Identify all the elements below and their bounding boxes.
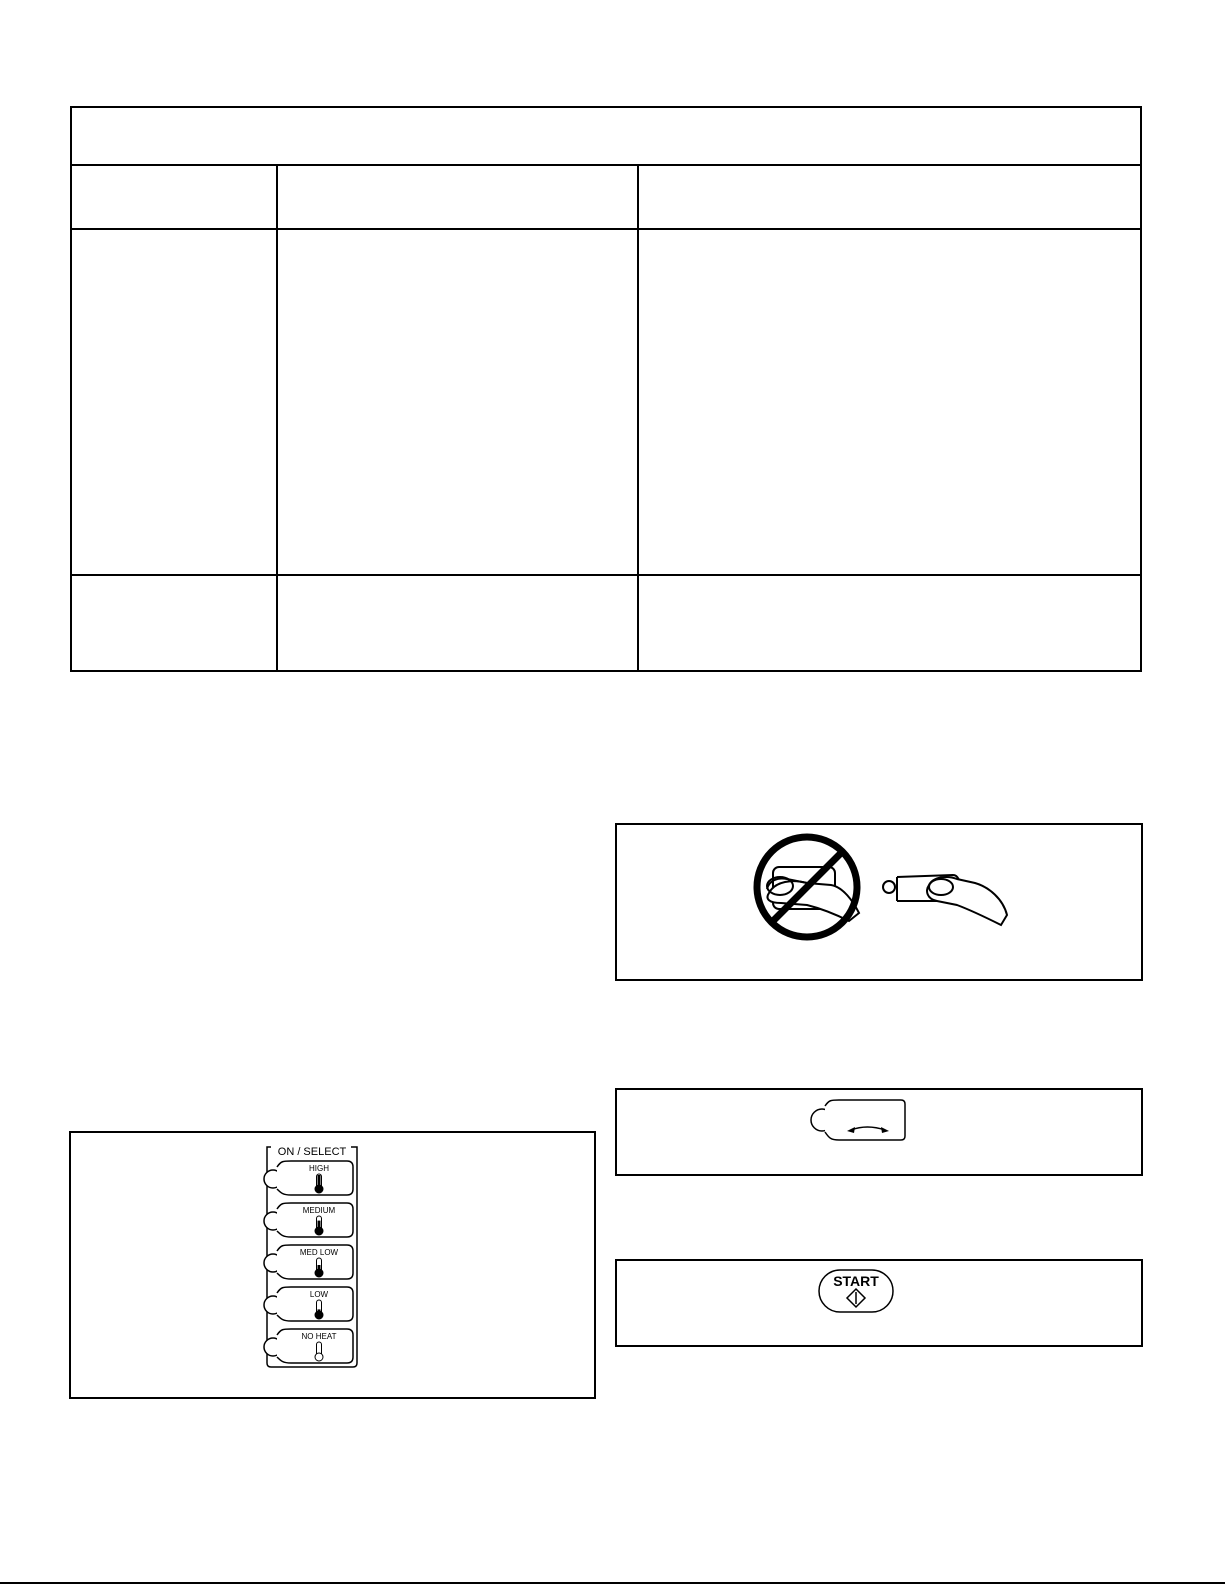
thermometer-empty-icon <box>315 1342 323 1361</box>
thermometer-high-icon <box>315 1174 323 1193</box>
table-cell <box>278 576 637 670</box>
temperature-option-graphic <box>261 1199 361 1239</box>
temperature-option-graphic <box>261 1325 361 1365</box>
touch-instruction-figure <box>615 823 1143 981</box>
page-bottom-rule <box>0 1582 1225 1584</box>
start-label: START <box>833 1273 879 1289</box>
temperature-option-button[interactable] <box>261 1199 361 1239</box>
thermometer-low-icon <box>315 1300 323 1319</box>
temperature-option-label: HIGH <box>309 1164 329 1173</box>
no-symbol-icon <box>757 837 859 937</box>
finger-press-icon <box>883 875 1007 925</box>
table-cell <box>72 230 276 574</box>
start-button-figure <box>615 1259 1143 1347</box>
cycle-table <box>70 106 1142 672</box>
temperature-options <box>261 1157 361 1367</box>
table-header-cell <box>278 166 637 228</box>
table-header-cell <box>639 166 1140 228</box>
temperature-option-button[interactable] <box>261 1241 361 1281</box>
table-title-cell <box>72 108 1140 164</box>
temperature-panel <box>261 1141 361 1369</box>
temperature-option-graphic <box>261 1241 361 1281</box>
temperature-option-graphic <box>261 1283 361 1323</box>
adjust-button[interactable] <box>825 1100 905 1140</box>
temperature-option-label: MEDIUM <box>302 1206 336 1215</box>
temperature-option-label: LOW <box>309 1290 329 1299</box>
temperature-option-graphic <box>261 1157 361 1197</box>
temperature-option-button[interactable] <box>261 1325 361 1365</box>
panel-header-label: ON / SELECT <box>277 1146 347 1158</box>
adjust-button-figure <box>615 1088 1143 1176</box>
temperature-panel-figure <box>69 1131 596 1399</box>
temperature-option-label: NO HEAT <box>301 1332 337 1341</box>
table-header-cell <box>72 166 276 228</box>
temperature-option-button[interactable] <box>261 1283 361 1323</box>
touch-instruction-illustration <box>617 825 1141 979</box>
temperature-option-button[interactable] <box>261 1157 361 1197</box>
temperature-option-label: MED LOW <box>299 1248 339 1257</box>
table-cell <box>278 230 637 574</box>
start-button[interactable] <box>819 1270 893 1312</box>
start-button-illustration <box>617 1261 1141 1345</box>
thermometer-med-low-icon <box>315 1258 323 1277</box>
table-cell <box>639 230 1140 574</box>
table-cell <box>639 576 1140 670</box>
adjust-button-illustration <box>617 1090 1141 1174</box>
thermometer-medium-icon <box>315 1216 323 1235</box>
table-cell <box>72 576 276 670</box>
